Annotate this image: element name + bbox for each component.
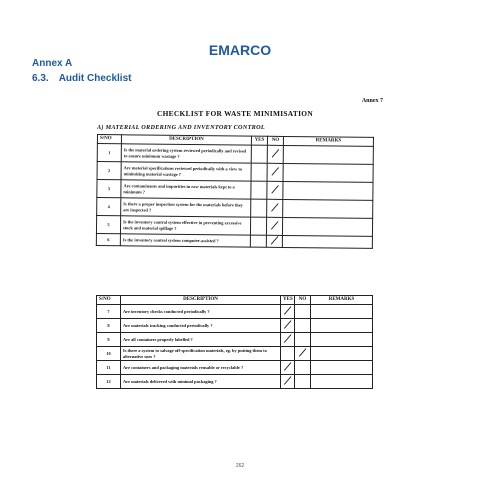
annex-label: Annex A — [32, 58, 73, 69]
remarks-cell — [311, 319, 373, 333]
sno-header: S/NO — [97, 135, 121, 144]
no-cell — [266, 217, 282, 235]
sno-cell: 1 — [97, 144, 121, 162]
remarks-cell — [311, 361, 373, 375]
description-cell: Are materials tracking conducted periodically ? — [121, 319, 281, 333]
checkmark-icon — [271, 149, 280, 158]
table-row — [97, 361, 373, 375]
checklist-table-1 — [96, 134, 374, 249]
checkmark-icon — [283, 320, 292, 329]
description-cell: Is there a proper inspection system for the materials before they are inspected ? — [121, 198, 251, 217]
sno-header: S/NO — [97, 296, 121, 305]
table-row — [97, 375, 373, 389]
description-cell: Are materials delivered with minimal packaging ? — [121, 375, 281, 389]
checkmark-icon — [283, 334, 292, 343]
description-header: DESCRIPTION — [121, 296, 281, 305]
yes-cell — [251, 181, 267, 199]
sno-cell: 8 — [97, 319, 121, 333]
description-cell: Is the material ordering system reviewed periodically and revised to ensure minimum wastage ? — [121, 144, 251, 163]
table-row — [97, 305, 373, 319]
scanned-checklist — [95, 96, 383, 476]
sno-cell: 4 — [97, 198, 121, 216]
yes-cell — [251, 199, 267, 217]
no-cell — [267, 163, 283, 181]
sno-cell: 6 — [96, 233, 120, 245]
no-cell — [267, 199, 283, 217]
remarks-cell — [283, 145, 373, 164]
yes-cell — [251, 163, 267, 181]
checkmark-icon — [283, 362, 292, 371]
yes-cell — [250, 217, 266, 235]
description-cell: Is there a system to salvage off-specification materials, eg. by putting them to alternative uses ? — [121, 347, 281, 361]
sno-cell: 2 — [97, 162, 121, 180]
description-header: DESCRIPTION — [121, 135, 251, 145]
table-row — [97, 319, 373, 333]
yes-header: YES — [251, 136, 267, 145]
checkmark-icon — [283, 376, 292, 385]
no-header: NO — [267, 136, 283, 145]
checkmark-icon — [270, 221, 279, 230]
description-cell: Are material specifications reviewed periodically with a view to minimizing material wastage ? — [121, 162, 251, 181]
annex-number: Annex 7 — [361, 98, 383, 104]
yes-cell — [281, 305, 295, 319]
checkmark-icon — [271, 167, 280, 176]
sno-cell: 9 — [97, 333, 121, 347]
description-cell: Are contaminants and impurities in raw materials kept to a minimum ? — [121, 180, 251, 199]
sno-cell: 12 — [97, 375, 121, 389]
no-cell — [295, 305, 311, 319]
no-cell — [295, 319, 311, 333]
yes-header: YES — [281, 296, 295, 305]
remarks-cell — [282, 217, 372, 236]
page-number: 262 — [235, 463, 245, 469]
remarks-header: REMARKS — [311, 296, 373, 305]
section-heading — [32, 73, 131, 84]
table-row — [97, 347, 373, 361]
remarks-cell — [283, 199, 373, 218]
yes-cell — [281, 375, 295, 389]
no-cell — [266, 235, 282, 247]
remarks-cell — [283, 163, 373, 182]
checkmark-icon — [270, 185, 279, 194]
checkmark-icon — [283, 306, 292, 315]
checkmark-icon — [270, 236, 279, 245]
sno-cell: 7 — [97, 305, 121, 319]
yes-cell — [281, 347, 295, 361]
remarks-cell — [311, 305, 373, 319]
table-row — [96, 233, 372, 248]
remarks-cell — [311, 347, 373, 361]
description-cell: Are all containers properly labelled ? — [121, 333, 281, 347]
section-title: Audit Checklist — [58, 73, 132, 84]
section-number: 6.3. — [32, 73, 49, 84]
checklist-title: CHECKLIST FOR WASTE MINIMISATION — [156, 109, 313, 118]
remarks-header: REMARKS — [283, 136, 373, 146]
sno-cell: 3 — [97, 180, 121, 198]
table-header-row — [97, 296, 373, 305]
no-cell — [267, 181, 283, 199]
yes-cell — [281, 333, 295, 347]
yes-cell — [281, 319, 295, 333]
sno-cell: 11 — [97, 361, 121, 375]
no-cell — [295, 347, 311, 361]
description-cell: Is the inventory control system effective in preventing excessive stock and material spillage ? — [120, 216, 250, 235]
description-cell: Are containers and packaging materials reusable or recyclable ? — [121, 361, 281, 375]
checklist-table-2 — [96, 295, 373, 389]
no-cell — [295, 333, 311, 347]
description-cell: Is the inventory control system computer-assisted ? — [120, 234, 250, 247]
table-row — [97, 333, 373, 347]
yes-cell — [250, 235, 266, 247]
checkmark-icon — [298, 348, 307, 357]
description-cell: Are inventory checks conducted periodically ? — [121, 305, 281, 319]
remarks-cell — [311, 333, 373, 347]
no-cell — [267, 145, 283, 163]
no-cell — [295, 375, 311, 389]
checkmark-icon — [270, 203, 279, 212]
company-title: EMARCO — [208, 42, 272, 58]
remarks-cell — [283, 181, 373, 200]
remarks-cell — [311, 375, 373, 389]
yes-cell — [251, 145, 267, 163]
yes-cell — [281, 361, 295, 375]
no-header: NO — [295, 296, 311, 305]
no-cell — [295, 361, 311, 375]
remarks-cell — [282, 235, 372, 248]
sno-cell: 5 — [96, 216, 120, 234]
sno-cell: 10 — [97, 347, 121, 361]
checklist-section-title: A) MATERIAL ORDERING AND INVENTORY CONTROL — [97, 124, 265, 131]
